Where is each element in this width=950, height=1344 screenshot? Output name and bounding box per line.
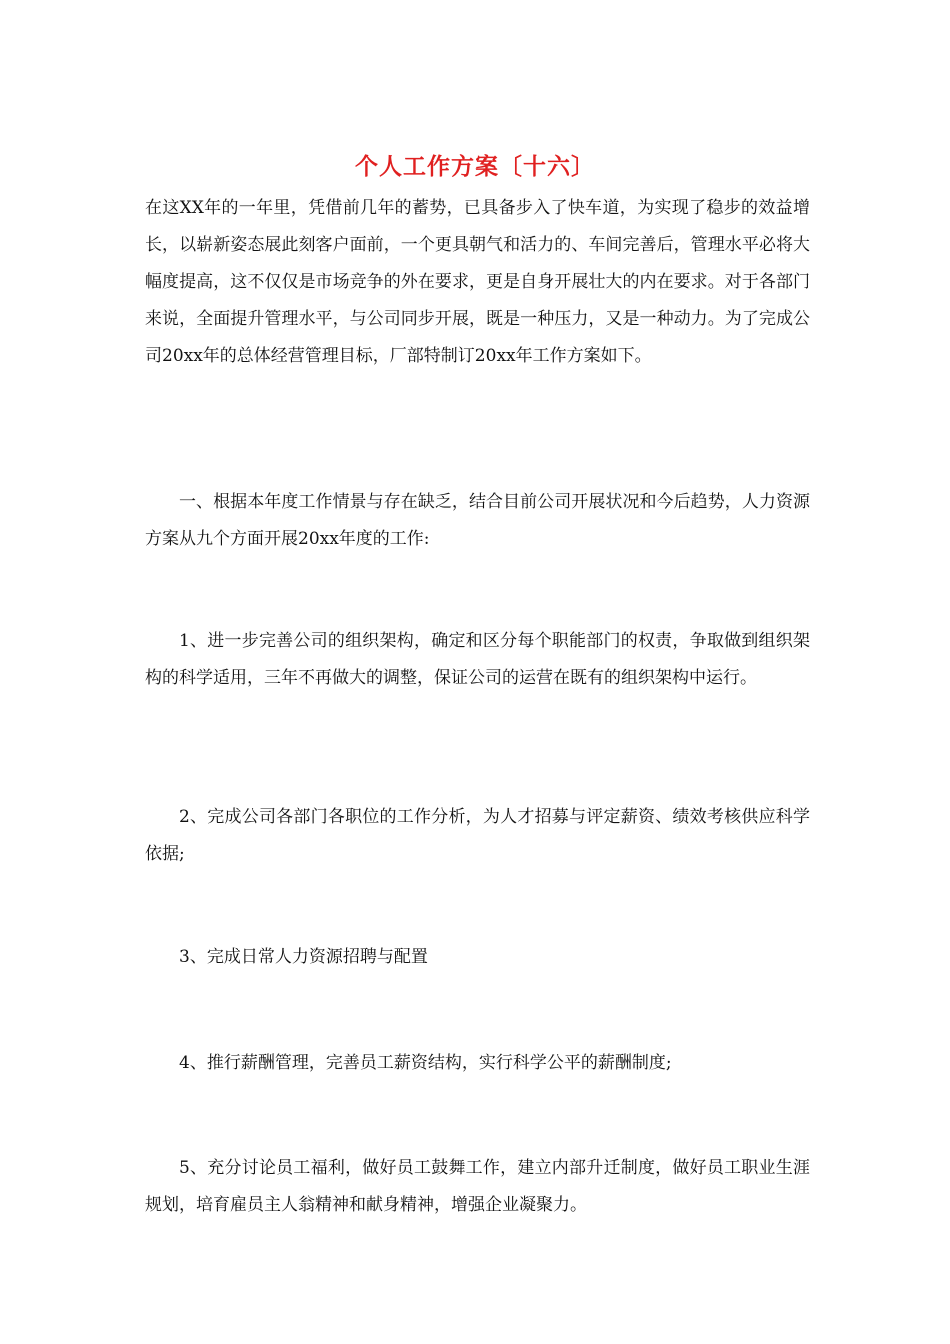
section-one-paragraph: 一、根据本年度工作情景与存在缺乏，结合目前公司开展状况和今后趋势，人力资源方案从九个方面开展20xx年度的工作: [145,492,810,549]
list-item: 1、进一步完善公司的组织架构，确定和区分每个职能部门的权责，争取做到组织架构的科学适用，三年不再做大的调整，保证公司的运营在既有的组织架构中运行。 [145,631,810,688]
list-item: 5、充分讨论员工福利，做好员工鼓舞工作，建立内部升迁制度，做好员工职业生涯规划，培育雇员主人翁精神和献身精神，增强企业凝聚力。 [145,1158,810,1215]
list-item: 2、完成公司各部门各职位的工作分析，为人才招募与评定薪资、绩效考核供应科学依据; [145,807,810,864]
document-title: 个人工作方案〔十六〕 [355,153,595,180]
list-item: 4、推行薪酬管理，完善员工薪资结构，实行科学公平的薪酬制度; [179,1053,672,1073]
list-item: 3、完成日常人力资源招聘与配置 [179,947,428,967]
intro-paragraph: 在这XX年的一年里，凭借前几年的蓄势，已具备步入了快车道，为实现了稳步的效益增长，以崭新姿态展此刻客户面前，一个更具朝气和活力的、车间完善后，管理水平必将大幅度提高，这不仅仅是市场竞争的外在要求，更是自身开展壮大的内在要求。对于各部门来说，全面提升管理水平，与公司同步开展，既是一种压力，又是一种动力。为了完成公司20xx年的总体经营管理目标，厂部特制订20xx年工作方案如下。 [145,198,810,366]
